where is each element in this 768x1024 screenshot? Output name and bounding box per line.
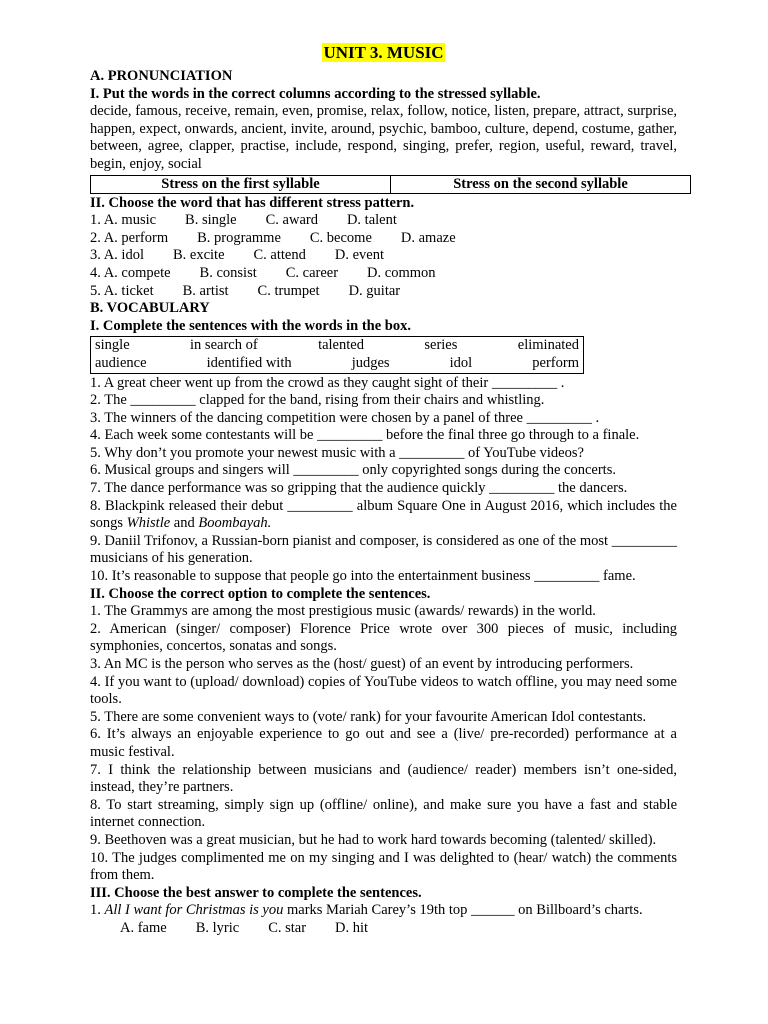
section-b-heading: B. VOCABULARY [90,300,210,317]
part2-instruction: II. Choose the word that has different stress pattern. [90,194,415,211]
fill-sentence: 3. The winners of the dancing competition were chosen by a panel of three _________ . [90,409,600,426]
box-word: audience [95,354,147,371]
mcq-text: marks Mariah Carey’s 19th top ______ on Billboard’s charts. [283,902,643,919]
song-title: Whistle [126,515,171,532]
fill-sentence: 7. The dance performance was so gripping that the audience quickly _________ the dancers. [90,480,628,497]
stress-question: 5. A. ticket B. artist C. trumpet D. guitar [90,282,401,299]
fill-sentence: 9. Daniil Trifonov, a Russian-born pianist and composer, is considered as one of the most _________ musicians of his generation. [90,532,677,567]
box-word: eliminated [517,337,579,354]
stress-table [90,175,691,194]
worksheet-page [90,42,677,938]
fill-sentence: 1. A great cheer went up from the crowd as they caught sight of their _________ . [90,374,565,391]
box-word: judges [351,354,390,371]
fill-sentence: 4. Each week some contestants will be _________ before the final three go through to a finale. [90,427,640,444]
word-list: decide, famous, receive, remain, even, promise, relax, follow, notice, listen, prepare, attract, surprise, happen, expect, onwards, ancient, invite, around, psychic, bamboo, culture, depend, costume, gather, between, agree, clapper, practise, include, respond, singing, prefer, region, useful, reward, travel, begin, enjoy, social [90,103,677,172]
option-sentence: 1. The Grammys are among the most prestigious music (awards/ rewards) in the world. [90,603,596,620]
stress-col-first: Stress on the first syllable [91,175,391,193]
option-sentence: 3. An MC is the person who serves as the (host/ guest) of an event by introducing performers. [90,656,634,672]
mcq-options: A. fame B. lyric C. star D. hit [120,919,369,936]
option-sentence: 4. If you want to (upload/ download) copies of YouTube videos to watch offline, you may need some tools. [90,673,677,708]
section-a-heading: A. PRONUNCIATION [90,68,233,84]
vocab-part2-instruction: II. Choose the correct option to complete the sentences. [90,585,431,602]
stress-question: 4. A. compete B. consist C. career D. common [90,264,436,281]
song-title: Boombayah. [198,515,272,532]
fill-sentence: 2. The _________ clapped for the band, rising from their chairs and whistling. [90,392,545,409]
option-sentence: 7. I think the relationship between musicians and (audience/ reader) members isn’t one-sided, instead, they’re partners. [90,761,677,796]
mcq-question [90,902,677,920]
box-word: perform [532,354,579,371]
stress-col-second: Stress on the second syllable [391,175,691,193]
box-word: identified with [206,354,292,371]
box-word: talented [318,337,364,354]
title-text: UNIT 3. MUSIC [323,43,444,62]
fill-sentence [90,498,677,533]
option-sentence: 10. The judges complimented me on my singing and I was delighted to (hear/ watch) the comments from them. [90,849,677,884]
fill-sentence-text: and [170,515,199,532]
fill-sentence-text: 8. Blackpink released their debut _________ album Square One in August 2016, which includes the songs [90,497,677,532]
option-sentence: 6. It’s always an enjoyable experience to go out and see a (live/ pre-recorded) performance at a music festival. [90,726,677,760]
box-word: in search of [190,337,258,354]
fill-sentence: 6. Musical groups and singers will _________ only copyrighted songs during the concerts. [90,462,616,479]
stress-question: 2. A. perform B. programme C. become D. amaze [90,229,456,246]
stress-question: 1. A. music B. single C. award D. talent [90,212,397,229]
box-word: idol [449,354,473,371]
mcq-number: 1. [90,902,105,919]
fill-sentence: 10. It’s reasonable to suppose that people go into the entertainment business _________ fame. [90,568,636,585]
vocab-part3-instruction: III. Choose the best answer to complete the sentences. [90,884,422,901]
word-box [90,336,584,373]
box-word: single [95,337,130,354]
part1-instruction: I. Put the words in the correct columns according to the stressed syllable. [90,85,541,102]
fill-sentence: 5. Why don’t you promote your newest music with a _________ of YouTube videos? [90,444,584,461]
option-sentence: 8. To start streaming, simply sign up (offline/ online), and make sure you have a fast and stable internet connection. [90,796,677,831]
stress-question: 3. A. idol B. excite C. attend D. event [90,247,384,264]
option-sentence: 9. Beethoven was a great musician, but he had to work hard towards becoming (talented/ skilled). [90,831,657,848]
vocab-part1-instruction: I. Complete the sentences with the words in the box. [90,317,411,334]
song-title: All I want for Christmas is you [104,902,284,919]
option-sentence: 5. There are some convenient ways to (vote/ rank) for your favourite American Idol contestants. [90,708,647,725]
option-sentence: 2. American (singer/ composer) Florence Price wrote over 300 pieces of music, including symphonies, concertos, sonatas and songs. [90,620,677,655]
box-word: series [424,337,458,354]
page-title [90,42,677,64]
